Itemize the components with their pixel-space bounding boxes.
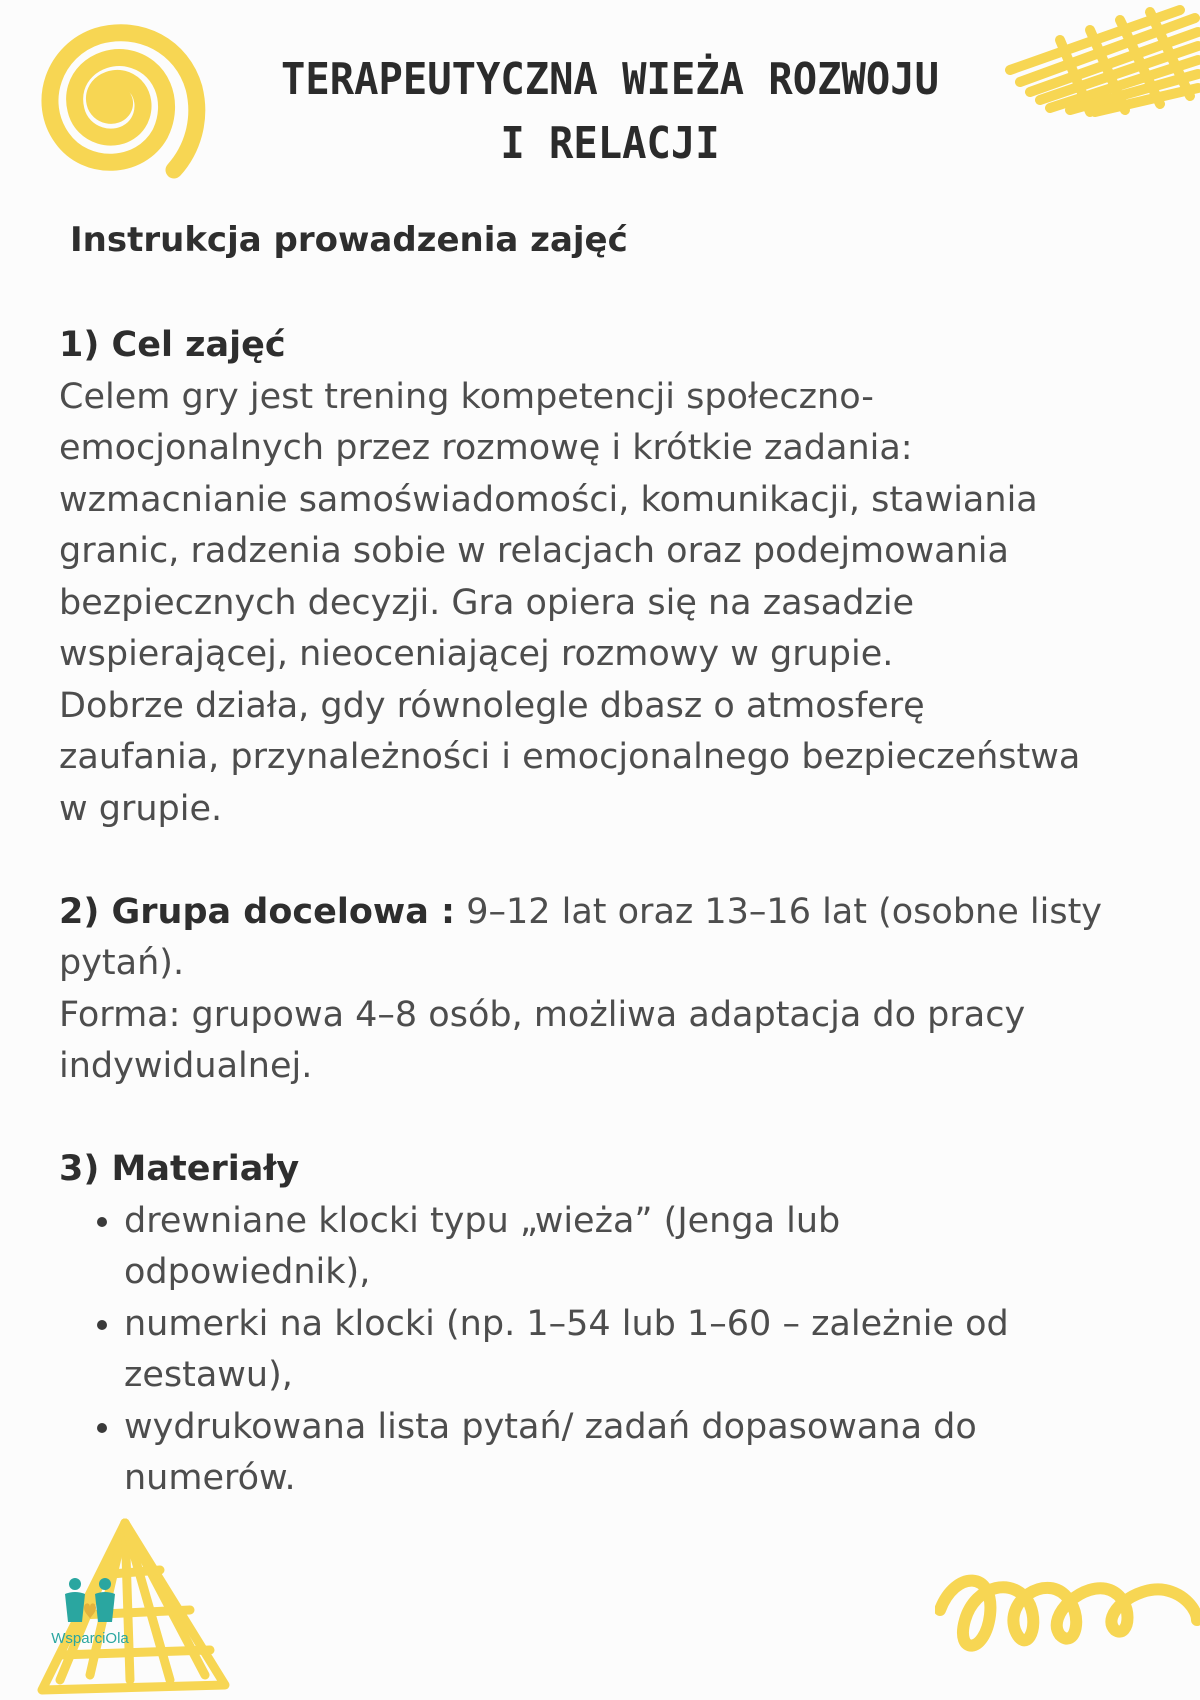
materials-heading: 3) Materiały [59, 1149, 300, 1189]
instructions-content [59, 320, 1169, 1505]
target-line [59, 887, 1169, 939]
target-heading: 2) Grupa docelowa : [59, 891, 456, 932]
goal-line: bezpiecznych decyzji. Gra opiera się na zasadzie [59, 582, 915, 623]
list-item: • wydrukowana lista pytań/ zadań dopasowana do numerów. [124, 1402, 1169, 1505]
form-line-1: Forma: grupowa 4–8 osób, możliwa adaptacja do pracy [59, 994, 1026, 1035]
goal-line: zaufania, przynależności i emocjonalnego bezpieczeństwa [59, 737, 1081, 777]
materials-list [59, 1196, 1169, 1505]
form-line-2: indywidualnej. [59, 1046, 313, 1086]
page-title [187, 48, 1033, 176]
goal-line: Celem gry jest trening kompetencji społeczno- [59, 376, 874, 417]
list-item: • drewniane klocki typu „wieża” (Jenga lub odpowiednik), [124, 1196, 1169, 1299]
goal-heading: 1) Cel zajęć [59, 325, 286, 365]
title-line-1: TERAPEUTYCZNA WIEŻA ROZWOJU [280, 54, 940, 105]
goal-line: w grupie. [59, 788, 223, 829]
goal-line: Dobrze działa, gdy równolegle dbasz o atmosferę [59, 685, 925, 726]
title-line-2: I RELACJI [500, 118, 720, 169]
goal-line: wspierającej, nieoceniającej rozmowy w grupie. [59, 634, 894, 674]
subtitle: Instrukcja prowadzenia zajęć [70, 220, 628, 260]
target-ages: 9–12 lat oraz 13–16 lat (osobne listy [455, 891, 1102, 932]
list-item: • numerki na klocki (np. 1–54 lub 1–60 – zależnie od zestawu), [124, 1299, 1169, 1402]
target-line-2: pytań). [59, 943, 185, 983]
loops-decoration [935, 1560, 1200, 1670]
spiral-decoration [18, 10, 208, 200]
goal-line: emocjonalnych przez rozmowę i krótkie zadania: [59, 428, 913, 468]
goal-line: granic, radzenia sobie w relacjach oraz podejmowania [59, 531, 1009, 571]
goal-line: wzmacnianie samoświadomości, komunikacji, stawiania [59, 479, 1038, 520]
logo-text: WsparciOla [51, 1630, 129, 1647]
